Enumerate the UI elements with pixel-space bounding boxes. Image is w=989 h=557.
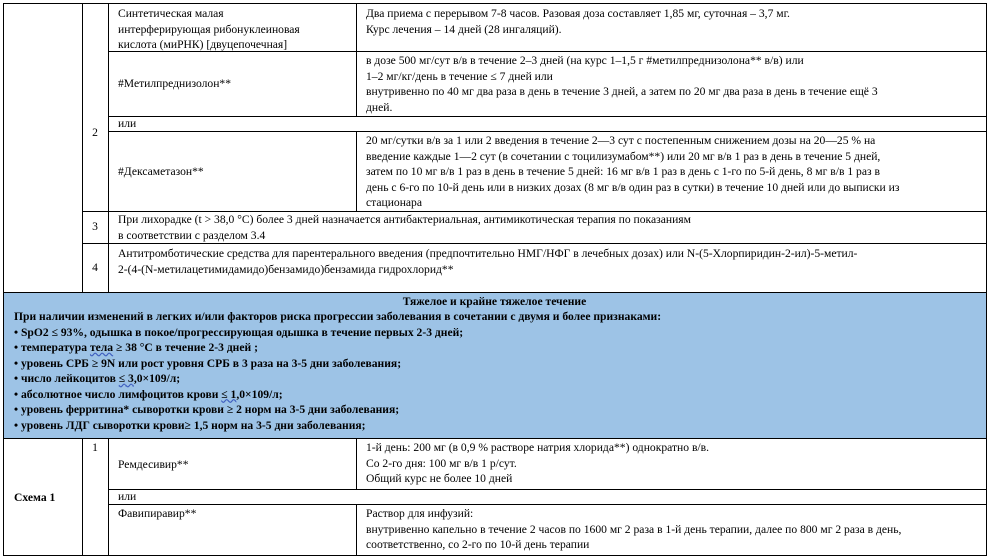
text-line: Антитромботические средства для парентерального введения (предпочтительно НМГ/НФГ в лечебных дозах) или N-(5-Хлорпиридин-2-ил)-5-метил- — [118, 247, 858, 260]
severe-section-criteria — [8, 309, 983, 433]
antithrombotic-cell — [112, 246, 984, 277]
dosage-line: дней. — [366, 100, 393, 114]
dexamethasone-drug-cell: #Дексаметазон** — [118, 165, 204, 178]
row-number: 4 — [92, 261, 98, 274]
dexamethasone-dosage-cell — [360, 133, 984, 211]
dosage-line: стационара — [366, 196, 422, 209]
scheme-label: Схема 1 — [14, 491, 56, 504]
methylprednisolone-drug-cell: #Метилпреднизолон** — [118, 77, 231, 90]
dosage-line: Общий курс не более 10 дней — [366, 472, 513, 485]
dosage-line: введение каждые 1—2 сут (в сочетании с тоцилизумабом**) или 20 мг в/в 1 раз в день в течение 5 дней, — [366, 149, 881, 163]
criterion-item: • температура тела ≥ 38 °С в течение 2-3 дней ; — [14, 341, 258, 354]
scheme-row-number: 1 — [92, 441, 98, 454]
severe-section-title: Тяжелое и крайне тяжелое течение — [402, 295, 587, 308]
dosage-line: 20 мг/сутки в/в за 1 или 2 введения в течение 2—3 сут с постепенным снижением дозы на 20—25 % на — [366, 134, 876, 147]
dosage-line: день с 6-го по 10-й день или в низких дозах (8 мг в/в один раз в сутки) в течение 10 дней или до выписки из — [366, 180, 900, 194]
criterion-item: • SpO2 ≤ 93%, одышка в покое/прогрессирующая одышка в течение первых 2-3 дней; — [14, 325, 464, 339]
favipiravir-dosage-cell — [360, 506, 984, 553]
row-number: 2 — [92, 126, 98, 139]
dosage-line: внутривенно по 40 мг два раза в день в течение 3 дней, а затем по 20 мг два раза в день в течение ещё 3 — [366, 85, 878, 98]
criterion-item: • уровень ферритина* сыворотки крови ≥ 2 норм на 3-5 дни заболевания; — [14, 403, 400, 416]
drug-name-line: Синтетическая малая — [118, 7, 224, 20]
fever-therapy-cell — [112, 212, 982, 243]
dosage-line: Со 2-го дня: 100 мг в/в 1 р/сут. — [366, 456, 517, 470]
dosage-line: затем по 10 мг в/в 1 раз в день в течение 5 дней: 16 мг в/в 1 раз в день с 1-го по 5-й день, 8 мг в/в 1 раз в — [366, 165, 880, 178]
remdesivir-drug-cell: Ремдесивир** — [118, 458, 189, 471]
or-label: или — [118, 117, 137, 130]
text-line: При лихорадке (t > 38,0 °C) более 3 дней назначается антибактериальная, антимикотическая терапия по показаниям — [118, 213, 691, 226]
remdesivir-dosage-cell — [360, 440, 980, 487]
methylprednisolone-dosage-cell — [360, 53, 980, 115]
criterion-item: • уровень ЛДГ сыворотки крови≥ 1,5 норм на 3-5 дни заболевания; — [14, 418, 366, 432]
dosage-line: 1–2 мг/кг/день в течение ≤ 7 дней или — [366, 69, 553, 83]
dosage-line: соответственно, со 2-го по 10-й день терапии — [366, 538, 590, 551]
dosage-line: в дозе 500 мг/сут в/в в течение 2–3 дней (на курс 1–1,5 г #метилпреднизолона** в/в) или — [366, 54, 804, 67]
criterion-item: • абсолютное число лимфоцитов крови ≤ 1,0×109/л; — [14, 387, 283, 401]
favipiravir-drug-cell: Фавипиравир** — [118, 507, 197, 520]
drug-name-line: кислота (миРНК) [двуцепочечная] — [118, 38, 288, 51]
dosage-line: внутривенно капельно в течение 2 часов по 1600 мг 2 раза в 1-й день терапии, далее по 800 мг 2 раза в день, — [366, 522, 902, 536]
drug-name-line: интерферирующая рибонуклеиновая — [118, 22, 300, 36]
mirna-drug-cell — [112, 6, 352, 53]
row-number: 3 — [92, 220, 98, 233]
criterion-item: • уровень СРБ ≥ 9N или рост уровня СРБ в 3 раза на 3-5 дни заболевания; — [14, 356, 402, 370]
severe-intro: При наличии изменений в легких и/или факторов риска прогрессии заболевания в сочетании с двумя и более признаками: — [14, 310, 662, 323]
dosage-line: 1-й день: 200 мг (в 0,9 % растворе натрия хлорида**) однократно в/в. — [366, 441, 710, 454]
dosage-line: Курс лечения – 14 дней (28 ингаляций). — [366, 22, 562, 36]
text-line: в соответствии с разделом 3.4 — [118, 228, 266, 242]
text-line: 2-(4-(N-метилацетимидамидо)бензамидо)бензамида гидрохлорид** — [118, 262, 454, 276]
or-label: или — [118, 490, 137, 503]
dosage-line: Два приема с перерывом 7-8 часов. Разовая доза составляет 1,85 мг, суточная – 3,7 мг. — [366, 7, 790, 20]
criterion-item: • число лейкоцитов ≤ 3,0×109/л; — [14, 372, 181, 385]
mirna-dosage-cell — [360, 6, 980, 37]
dosage-line: Раствор для инфузий: — [366, 507, 474, 520]
